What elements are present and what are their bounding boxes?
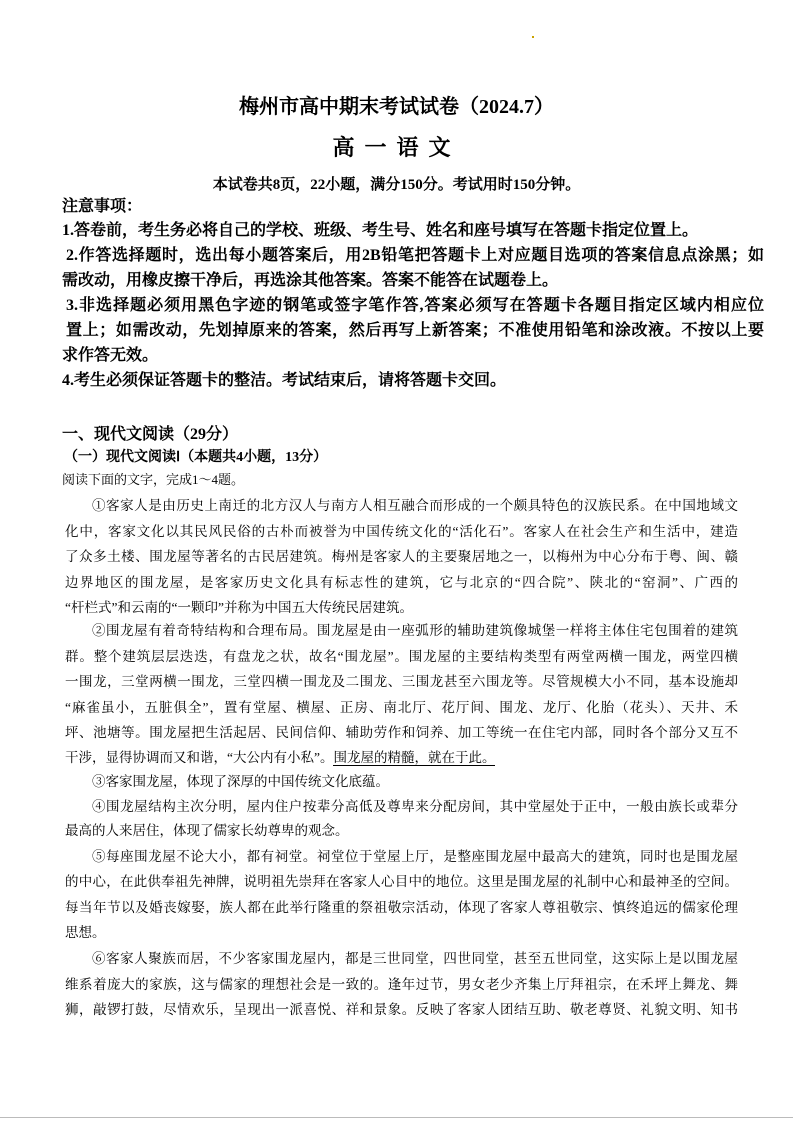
note-line: 需改动，用橡皮擦干净后，再选涂其他答案。答案不能答在试题卷上。 <box>62 272 559 289</box>
passage-line: 坪、池塘等。围龙屋把生活起居、民间信仰、辅助劳作和饲养、加工等统一在住宅内部，同时各个部分又互不 <box>65 725 738 740</box>
subject-title: 高一语文 <box>332 135 461 160</box>
passage-line <box>65 748 495 768</box>
passage-line: 思想。 <box>65 925 106 940</box>
section-subheading: （一）现代文阅读Ⅰ（本题共4小题，13分） <box>64 450 328 465</box>
passage-line: 一围龙，三堂两横一围龙，三堂四横一围龙及二围龙、三围龙甚至六围龙等。尽管规模大小不同，基本设施却 <box>65 674 738 689</box>
passage-line: 狮，敲锣打鼓，尽情欢乐，呈现出一派喜悦、祥和景象。反映了客家人团结互助、敬老尊贤、礼貌文明、知书 <box>65 1002 738 1017</box>
passage-line: 化中，客家文化以其民风民俗的古朴而被誉为中国传统文化的“活化石”。客家人在社会生产和生活中，建造 <box>65 524 738 539</box>
passage-line: ①客家人是由历史上南迁的北方汉人与南方人相互融合而形成的一个颇具特色的汉族民系。在中国地域文 <box>92 498 738 513</box>
passage-line: 的中心，在此供奉祖先神牌，说明祖先崇拜在客家人心目中的地位。这里是围龙屋的礼制中心和最神圣的空间。 <box>65 874 738 889</box>
passage-line: 维系着庞大的家族，这与儒家的理想社会是一致的。逢年过节，男女老少齐集上厅拜祖宗，在禾坪上舞龙、舞 <box>65 977 738 992</box>
scan-speck <box>532 36 534 38</box>
passage-line: 边界地区的围龙屋，是客家历史文化具有标志性的建筑，它与北京的“四合院”、陕北的“窑洞”、广西的 <box>65 575 738 590</box>
passage-line: 最高的人来居住，体现了儒家长幼尊卑的观念。 <box>65 823 349 838</box>
reading-instruction: 阅读下面的文字，完成1～4题。 <box>62 472 245 487</box>
passage-line: 了众多土楼、围龙屋等著名的古民居建筑。梅州是客家人的主要聚居地之一，以梅州为中心分布于粤、闽、赣 <box>65 549 738 564</box>
passage-line: ④围龙屋结构主次分明，屋内住户按辈分高低及尊卑来分配房间，其中堂屋处于正中，一般由族长或辈分 <box>92 799 738 814</box>
note-line: 4.考生必须保证答题卡的整洁。考试结束后，请将答题卡交回。 <box>62 372 507 389</box>
note-line: 置上；如需改动，先划掉原来的答案，然后再写上新答案；不准使用铅笔和涂改液。不按以上要 <box>66 322 764 339</box>
passage-line: ⑥客家人聚族而居，不少客家围龙屋内，都是三世同堂，四世同堂，甚至五世同堂，这实际上是以围龙屋 <box>92 951 738 966</box>
underlined-sentence: 围龙屋的精髓，就在于此。 <box>333 750 496 765</box>
exam-info: 本试卷共8页，22小题，满分150分。考试用时150分钟。 <box>212 177 581 193</box>
passage-line: “麻雀虽小，五脏俱全”，置有堂屋、横屋、正房、南北厅、花厅间、围龙、龙厅、化胎（花头）、天井、禾 <box>65 700 738 715</box>
exam-title: 梅州市高中期末考试试卷（2024.7） <box>239 96 554 118</box>
passage-line: ③客家围龙屋，体现了深厚的中国传统文化底蕴。 <box>92 774 389 789</box>
section-heading: 一、现代文阅读（29分） <box>62 426 239 443</box>
note-line: 求作答无效。 <box>62 347 159 364</box>
passage-line: 每当年节以及婚丧嫁娶，族人都在此举行隆重的祭祖敬宗活动，体现了客家人尊祖敬宗、慎终追远的儒家伦理 <box>65 900 738 915</box>
page-bottom-rule <box>0 1117 793 1118</box>
note-line: 1.答卷前，考生务必将自己的学校、班级、考生号、姓名和座号填写在答题卡指定位置上。 <box>62 222 699 239</box>
passage-line: “杆栏式”和云南的“一颗印”并称为中国五大传统民居建筑。 <box>65 600 413 615</box>
notes-heading: 注意事项： <box>62 198 143 215</box>
note-line: 3.非选择题必须用黑色字迹的钢笔或签字笔作答,答案必须写在答题卡各题目指定区域内相应位 <box>66 297 764 314</box>
passage-line: 群。整个建筑层层迭迭，有盘龙之状，故名“围龙屋”。围龙屋的主要结构类型有两堂两横一围龙，两堂四横 <box>65 649 738 664</box>
passage-line: ②围龙屋有着奇特结构和合理布局。围龙屋是由一座弧形的辅助建筑像城堡一样将主体住宅包围着的建筑 <box>92 623 738 638</box>
passage-text: 干涉，显得协调而又和谐，“大公内有小私”。 <box>65 750 334 765</box>
note-line: 2.作答选择题时，选出每小题答案后，用2B铅笔把答题卡上对应题目选项的答案信息点涂黑；如 <box>66 247 764 264</box>
passage-line: ⑤每座围龙屋不论大小，都有祠堂。祠堂位于堂屋上厅，是整座围龙屋中最高大的建筑，同时也是围龙屋 <box>92 849 738 864</box>
